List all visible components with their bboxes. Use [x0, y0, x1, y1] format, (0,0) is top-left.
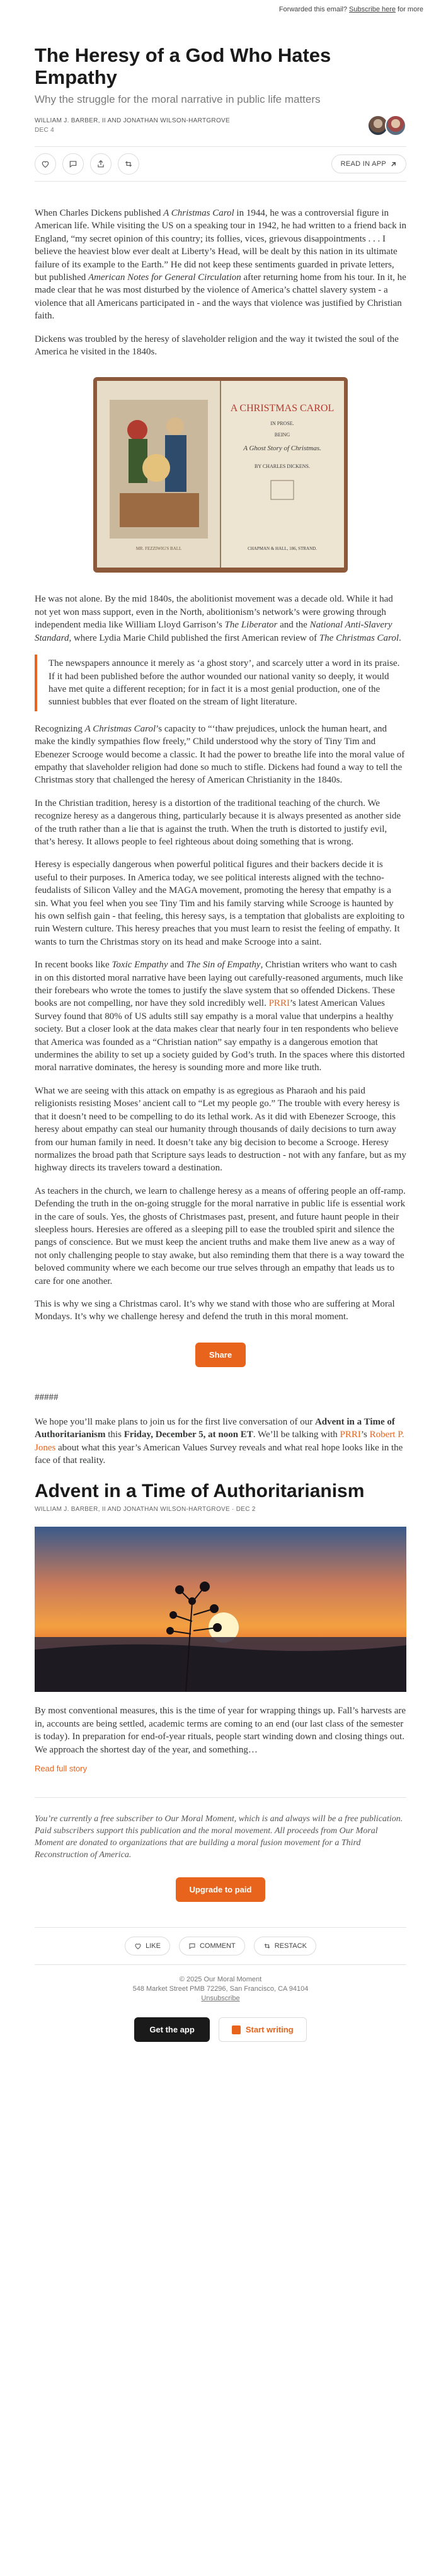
start-writing-button[interactable] — [219, 2017, 307, 2042]
book-publisher: CHAPMAN & HALL, 186, STRAND. — [248, 546, 317, 552]
read-in-app-label: READ IN APP — [340, 160, 386, 168]
paragraph: What we are seeing with this attack on empathy is as egregious as Pharaoh and his paid religionists resisting Moses’ ancient call to “Let my people go.” The trouble with every heresy is that it doesn’t need to be compelling to do its lethal work. As it did with Ebenezer Scrooge, this heresy about empathy can steal our humanity through thousands of daily decisions to turn away from our human family in need. It doesn’t take any big decision to become a Scrooge. Heresy normalizes the broad path that Scripture says leads to destruction - not with any fanfare, but as my highway directs its travelers toward a destination. — [35, 1085, 406, 1174]
avatar[interactable] — [385, 115, 406, 136]
article-subtitle: Why the struggle for the moral narrative in public life matters — [35, 93, 321, 105]
authors[interactable]: WILLIAM J. BARBER, II AND JONATHAN WILSON-HARTGROVE — [35, 117, 230, 124]
arrow-up-right-icon — [390, 161, 397, 168]
book-title: A CHRISTMAS CAROL — [230, 403, 335, 414]
quote-text: The newspapers announce it merely as ‘a ghost story’, and scarcely utter a word in its praise. If it had been published before the author wounded our national vanity so deeply, it would have met quite a different reception; for in fact it is a most genial production, one of the sunniest bubbles that ever floated on the stream of light literature. — [49, 658, 400, 708]
action-icons — [35, 153, 139, 175]
paragraph: When Charles Dickens published A Christmas Carol in 1944, he was a controversial figure in American life. While visiting the US on a speaking tour in 1942, he had written to a friend back in England, “my secret opinion of this country; its follies, vices, grievous disappointments . . . I believe the heaviest blow ever dealt at Liberty’s Head, will be dealt by this nation in its ultimate failure of its example to the Earth.” He did not keep these sentiments guarded in private letters, but published American Notes for General Circulation after returning home from his tour. In it, he made clear that he was most disturbed by the violence of America’s chattel slavery system - a violence that all Americans participated in - and the ways that violence was justified by Christian faith. — [35, 208, 406, 322]
footer-like-button[interactable] — [125, 1937, 170, 1955]
footer-comment-button[interactable] — [179, 1937, 245, 1955]
restack-label: RESTACK — [274, 1942, 307, 1950]
share-button-main[interactable]: Share — [195, 1343, 246, 1367]
footer-actions — [35, 1927, 406, 1965]
paragraph: In the Christian tradition, heresy is a distortion of the traditional teaching of the church. We recognize heresy as a dangerous thing, particularly because it is always presented as another side of the truth rather than a lie that is against the truth. When the truth is distorted to justify evil, that’s heresy. It allows people to feel righteous about doing something that is wrong. — [35, 798, 401, 847]
comment-icon — [69, 160, 77, 168]
copyright: © 2025 Our Moral Moment — [179, 1976, 262, 1984]
forward-text-after: for more — [398, 6, 423, 13]
paragraph: Dickens was troubled by the heresy of slaveholder religion and the way it twisted the soul of the America he visited in the 1840s. — [35, 334, 399, 358]
restack-icon — [124, 160, 133, 168]
comment-label: COMMENT — [199, 1942, 236, 1950]
upgrade-button[interactable]: Upgrade to paid — [176, 1877, 266, 1902]
action-row — [35, 146, 406, 182]
forward-text: Forwarded this email? — [278, 6, 348, 13]
read-full-story-link[interactable]: Read full story — [35, 1764, 88, 1774]
paragraph: We hope you’ll make plans to join us for the first live conversation of our Advent in a Time of Authoritarianism this Friday, December 5, at noon ET. We’ll be talking with PRRI’s Robert P. Jones about what this year’s American Values Survey reveals and what real hope looks like in the face of that reality. — [35, 1416, 404, 1466]
author-avatars — [367, 115, 406, 136]
book-by: BY CHARLES DICKENS. — [255, 463, 310, 470]
book-being: BEING — [274, 432, 290, 438]
subscribe-link[interactable]: Subscribe here — [349, 6, 396, 13]
paragraph: As teachers in the church, we learn to challenge heresy as a means of offering people an off-ramp. Defending the truth in the on-going struggle for the moral narrative in public life is essential work in the care of souls. Yes, the ghosts of Christmases past, present, and future haunt people in their sleepless hours. Heresies are offered as a sleeping pill to ease the troubled spirit and silence the pangs of conscience. But we must keep the ancient truths and make them live anew as a way of not only challenging people to stay awake, but also reminding them that there is a way toward the beloved community where we each become our true selves through an empathy that leads us to care for one another. — [35, 1186, 406, 1286]
byline-row — [35, 115, 406, 136]
legal-info — [35, 1975, 406, 2003]
byline — [35, 117, 230, 134]
prri-link-2[interactable]: PRRI — [340, 1430, 361, 1440]
publish-date: DEC 4 — [35, 127, 54, 134]
forward-bar — [0, 0, 441, 19]
address: 548 Market Street PMB 72296, San Francisco, CA 94104 — [132, 1985, 309, 1993]
paragraph: In recent books like Toxic Empathy and The Sin of Empathy, Christian writers who want to cash in on this distorted moral narrative have been laying out carefully-reasoned arguments, much like their forebears who wrote the tomes to justify the slave system that so offended Dickens. These books are not compelling, nor have they sold incredibly well. PRRI’s latest American Values Survey found that 80% of US adults still say empathy is a moral value that underpins a healthy society. But a closer look at the data makes clear that nearly four in ten respondents who believe that America was founded as a “Christian nation” say empathy is a dangerous emotion that undermines the ability to set up a society guided by God’s truth. In the spaces where this distorted moral narrative dominates, the heresy is sounding more and more like truth. — [35, 960, 405, 1073]
substack-logo-icon — [232, 2025, 241, 2034]
robert-jones-link[interactable]: Robert P. Jones — [35, 1430, 404, 1453]
heart-icon — [41, 160, 50, 168]
heart-icon — [134, 1942, 142, 1950]
share-button[interactable] — [90, 153, 112, 175]
svg-text:MR. FEZZIWIG'S BALL: MR. FEZZIWIG'S BALL — [135, 546, 182, 552]
get-app-button[interactable]: Get the app — [134, 2017, 210, 2042]
sunset-image[interactable] — [35, 1527, 406, 1692]
share-wrap — [35, 1343, 406, 1367]
restack-button[interactable] — [118, 153, 139, 175]
paragraph: He was not alone. By the mid 1840s, the abolitionist movement was a decade old. While it had not yet won mass support, even in the North, abolitionism’s network’s were growing through independent media like William Lloyd Garrison’s The Liberator and the National Anti-Slavery Standard, where Lydia Marie Child published the first American review of The Christmas Carol. — [35, 594, 401, 643]
pull-quote — [35, 655, 406, 711]
comment-icon — [188, 1942, 196, 1950]
book-in-prose: IN PROSE. — [270, 421, 294, 427]
comment-button[interactable] — [62, 153, 84, 175]
restack-icon — [263, 1942, 271, 1950]
article-title[interactable]: The Heresy of a God Who Hates Empathy — [35, 44, 331, 88]
subscriber-note: You’re currently a free subscriber to Our Moral Moment, which is and always will be a free publication. Paid subscribers support this publication and the moral movement. All proceeds from Our Moral Moment are donated to organizations that are building a moral fusion movement for a Third Reconstruction of America. — [35, 1797, 406, 1861]
paragraph: This is why we sing a Christmas carol. It’s why we stand with those who are suffering at Moral Mondays. It’s why we challenge heresy and defend the truth in this moral moment. — [35, 1298, 395, 1322]
next-post-excerpt: By most conventional measures, this is the time of year for wrapping things up. Fall’s harvests are in, accounts are being settled, academic terms are coming to an end (our last class of the semester is today). In preparation for end-of-year rituals, people start winding down and closing things out. We approach the shortest day of the year, and something… — [35, 1706, 406, 1755]
like-button[interactable] — [35, 153, 56, 175]
paragraph: Recognizing A Christmas Carol’s capacity to “‘thaw prejudices, unlock the human heart, and make the kindly sympathies flow freely,” Child understood why the story of Tiny Tim and Ebenezer Scrooge would become a classic. It had the power to breathe life into the moral value of empathy that slaveholder religion had done so much to stifle. Dickens had found a way to tell the Christmas story that challenged the heresy of American Christianity in the 1840s. — [35, 723, 405, 786]
email-container — [35, 44, 406, 2042]
article-body — [35, 207, 406, 1467]
paragraph: Heresy is especially dangerous when powerful political figures and their backers decide it is useful to their purposes. In America today, we see political interests aligned with the techno-feudalists of Silicon Valley and the MAGA movement, promoting the heresy that empathy is a sin. What you feel when you see Tiny Tim and his family starving while Scrooge is haunted by his own selfish gain - that feeling, this heresy says, is a temptation that globalists are exploiting to ruin Western culture. This heresy preaches that you must learn to resist the feeling of empathy. It wants to turn the Christmas story on its head and make Scrooge into a saint. — [35, 860, 404, 947]
cta-row — [35, 2017, 406, 2042]
prri-link[interactable]: PRRI — [268, 998, 290, 1009]
unsubscribe-link[interactable]: Unsubscribe — [201, 1995, 240, 2003]
start-writing-label: Start writing — [245, 2025, 294, 2035]
footer-restack-button[interactable] — [254, 1937, 316, 1955]
like-label: LIKE — [146, 1942, 161, 1950]
upgrade-wrap — [35, 1877, 406, 1902]
share-icon — [96, 160, 105, 168]
read-in-app-button[interactable] — [331, 154, 406, 173]
christmas-carol-book-image[interactable] — [82, 373, 359, 576]
book-ghost-story: A Ghost Story of Christmas. — [243, 445, 321, 453]
next-post-title[interactable]: Advent in a Time of Authoritarianism — [35, 1481, 365, 1502]
section-divider: ##### — [35, 1392, 59, 1402]
next-post-byline: WILLIAM J. BARBER, II AND JONATHAN WILSON-HARTGROVE · DEC 2 — [35, 1506, 256, 1513]
